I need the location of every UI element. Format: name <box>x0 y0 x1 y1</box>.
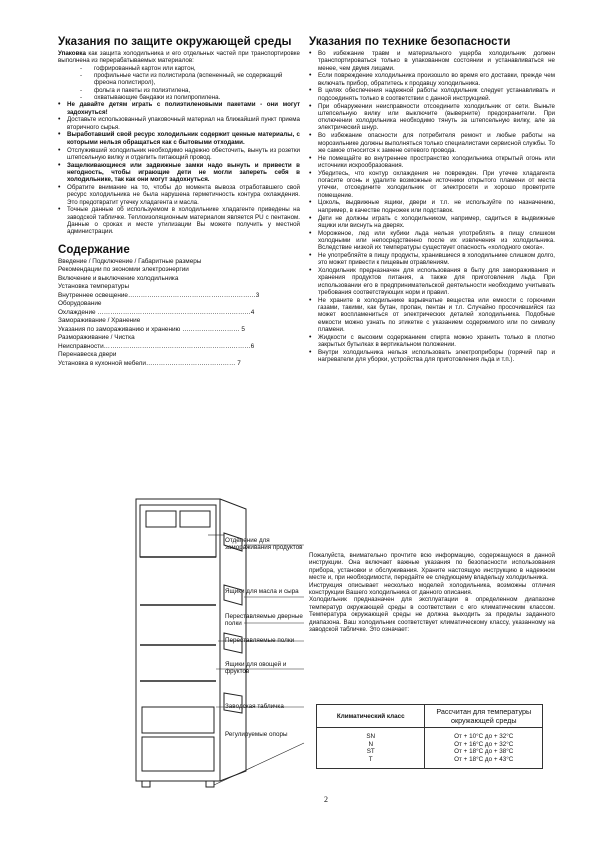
callout-feet: Регулируемые опоры <box>225 731 288 738</box>
temperature-ranges: От + 10°С до + 32°С От + 16°С до + 32°С От + 18°С до + 38°С От + 18°С до + 43°С <box>425 728 543 769</box>
toc-heading: Содержание <box>58 243 130 256</box>
list-item: • Мороженое, лед или кубики льда нельзя употреблять в пищу слишком холодными или непосредственно после их извлечения из холодильника. Вследствие низкой их температуры существует опасность «холодного ожога». <box>309 230 555 252</box>
toc-entry: Включение и выключение холодильника <box>58 274 179 282</box>
freezer-compartment <box>140 505 216 557</box>
toc-entry: Установка температуры <box>58 283 130 291</box>
toc-entry: Установка в кухонной мебели…………………………………… 7 <box>58 359 241 367</box>
toc-entry: Внутреннее освещение……………………………………………………3 <box>58 291 260 299</box>
list-item: • Во избежание травм и материального ущерба холодильник должен транспортироваться только в упакованном состоянии и устанавливаться не менее, чем двумя лицами. <box>309 50 555 72</box>
list-item: • Защелкивающиеся или задвижные замки надо вынуть и привести в негодность, чтобы играющие дети не могли запереть себя в холодильнике, так как они могут задохнуться. <box>58 162 300 184</box>
safety-heading: Указания по технике безопасности <box>309 36 511 48</box>
list-item: • Если повреждение холодильника произошло во время его доставки, прежде чем включать прибор, обратитесь к продавцу холодильника. <box>309 72 555 87</box>
callout-freezer: Отделение для замораживания продуктов <box>225 537 303 552</box>
table-row <box>317 728 543 769</box>
info-paragraph: Пожалуйста, внимательно прочтите всю информацию, содержащуюся в данной инструкции. Она включает важные указания по безопасности использования прибора, установки и обслуживания. Храните настоящую инструкцию в надежном месте и, при необходимости, передайте ее следующему владельцу холодильника. <box>309 552 555 582</box>
callout-butter-cheese: Ящики для масла и сыра <box>225 588 299 595</box>
list-item: • Не храните в холодильнике взрывчатые вещества или емкости с горючими газами, такими, как бутан, пропан, пентан и т.п. Случайно просочившийся газ может воспламениться от электрических деталей холодильника. Подобные емкости можно узнать по этикетке с указанием содержимого или по символу пламени. <box>309 297 555 333</box>
information-section <box>309 552 555 633</box>
packaging-intro: Упаковка как защита холодильника и его отдельных частей при транспортировке выполнена из перерабатываемых материалов: <box>58 50 300 65</box>
callout-door-shelves: Переставляемые дверные полки <box>225 613 303 628</box>
list-item: - охватывающие бандажи из полипропилена. <box>80 94 300 101</box>
toc-entry: Неисправности……………………………………………………………6 <box>58 342 255 350</box>
list-item: • При обнаружении неисправности отсоедините холодильник от сети. Выньте штепсельную вилку или выключите (выверните) предохранители. При отключении холодильника необходимо тянуть за штепсельную вилку, але за электрический шнур. <box>309 103 555 132</box>
packaging-materials-list <box>58 65 300 101</box>
list-item: • Жидкости с высоким содержанием спирта можно хранить только в плотно закрытых бутылках в вертикальном положении. <box>309 334 555 349</box>
callout-rating-plate: Заводская табличка <box>225 703 284 710</box>
callout-shelves: Переставляемые полки <box>225 637 295 644</box>
list-item: • Не давайте детям играть с полиэтиленовыми пакетами - они могут задохнуться! <box>58 101 300 116</box>
fridge-body <box>136 499 220 781</box>
toc-entry: Охлаждение ………………………………………………………………4 <box>58 308 255 316</box>
list-item: • Холодильник предназначен для использования в быту для замораживания и хранения продуктов питания, а также для приготовления льда. При использовании его в предпринимательской деятельности необходимо учитывать требования соответствующих норм и правил. <box>309 267 555 296</box>
climate-class-table <box>316 704 543 769</box>
toc-entry: Указания по замораживанию и хранению ……………………… 5 <box>58 325 245 333</box>
environment-heading: Указания по защите окружающей среды <box>58 36 292 48</box>
callout-crisper: Ящики для овощей и фруктов <box>225 661 287 676</box>
page-number: 2 <box>324 795 328 804</box>
safety-bullets <box>309 50 555 363</box>
list-item: • Доставьте использованный упаковочный материал на ближайший пункт приема вторичного сырья. <box>58 116 300 131</box>
toc-entry: Замораживание / Хранение <box>58 317 141 325</box>
list-item: • Дети не должны играть с холодильником, например, садиться в выдвижные ящики или виснуть на дверях. <box>309 215 555 230</box>
list-item: • В целях обеспечения надежной работы холодильник следует устанавливать и подсоединять только в соответствии с данной инструкцией. <box>309 87 555 102</box>
list-item: • Во избежание опасности для потребителя ремонт и любые работы на морозильнике должны выполняться только специалистами сервисной службы. То же самое относится к замене сетевого провода. <box>309 132 555 154</box>
info-paragraph: Холодильник предназначен для эксплуатации в определенном диапазоне температур окружающей среды в соответствии с его климатическим классом. Температура окружающей среды не должна выходить за пределы заданного диапазона. Ваш холодильник соответствует климатическому классу, указанному на заводской табличке. Это означает: <box>309 596 555 634</box>
adjustable-foot <box>142 781 150 787</box>
toc-entry: Перенавеска двери <box>58 351 117 359</box>
right-column <box>309 30 555 364</box>
table-of-contents <box>58 258 300 369</box>
list-item: • Не употребляйте в пищу продукты, хранившиеся в холодильнике слишком долго, это может привести к пищевым отравлениям. <box>309 252 555 267</box>
toc-entry: Введение / Подключение / Габаритные размеры <box>58 257 202 265</box>
table-row <box>317 705 543 728</box>
environment-bullets <box>58 101 300 235</box>
list-item: - гофрированный картон или картон, <box>80 65 300 72</box>
climate-classes: SN N ST T <box>317 728 425 769</box>
list-item: • Не помещайте во внутреннее пространство холодильника открытый огонь или источники искрообразования. <box>309 155 555 170</box>
list-item: • Отслуживший холодильник необходимо надежно обесточить, вынуть из розетки штепсельную вилку и отделить питающий провод. <box>58 147 300 162</box>
toc-entry: Рекомендации по экономии электроэнергии <box>58 266 189 274</box>
adjustable-foot <box>206 781 214 787</box>
crisper-drawer <box>142 707 214 733</box>
info-paragraph: Инструкция описывает несколько моделей холодильника, возможны отличия конструкции Вашего холодильника от данного описания. <box>309 581 555 597</box>
toc-entry: Размораживание / Чистка <box>58 334 135 342</box>
left-column <box>58 30 300 368</box>
list-item: • Убедитесь, что контур охлаждения не поврежден. При утечке хладагента погасите огонь и удалите возможные источники открытого пламени от места утечки, отсоедините холодильник от электросети и хорошо проветрите помещение. <box>309 170 555 199</box>
list-item: • Выработавший свой ресурс холодильник содержит ценные материалы, с которыми нельзя обращаться как с бытовыми отходами. <box>58 131 300 146</box>
list-item: • Обратите внимание на то, чтобы до момента вывоза отработавшего свой ресурс холодильника не была нарушена герметичность контура охлаждения. Это предотвратит утечку хладагента и масла. <box>58 184 300 206</box>
list-item: • Внутри холодильника нельзя использовать электроприборы (горячий пар и нагреватели для уборки, устройства для приготовления льда и т.п.). <box>309 349 555 364</box>
list-item: - фольга и пакеты из полиэтилена, <box>80 87 300 94</box>
list-item: - профильные части из полистирола (вспененный, не содержащий фреона полистирол), <box>80 72 300 87</box>
header-temperature-range: Рассчитан для температуры окружающей среды <box>425 705 543 728</box>
list-item: • Точные данные об используемом в холодильнике хладагенте приведены на заводской табличке. Теплоизоляционным материалом является PU с пентаном. Данные о сроках и месте утилизации Вы можете получить у местной администрации. <box>58 206 300 235</box>
list-item: • Цоколь, выдвижные ящики, двери и т.п. не используйте по назначению, например, в качестве подножек или подставок. <box>309 199 555 214</box>
header-climate-class: Климатический класс <box>317 705 425 728</box>
toc-entry: Оборудование <box>58 300 102 308</box>
crisper-drawer <box>142 737 214 771</box>
